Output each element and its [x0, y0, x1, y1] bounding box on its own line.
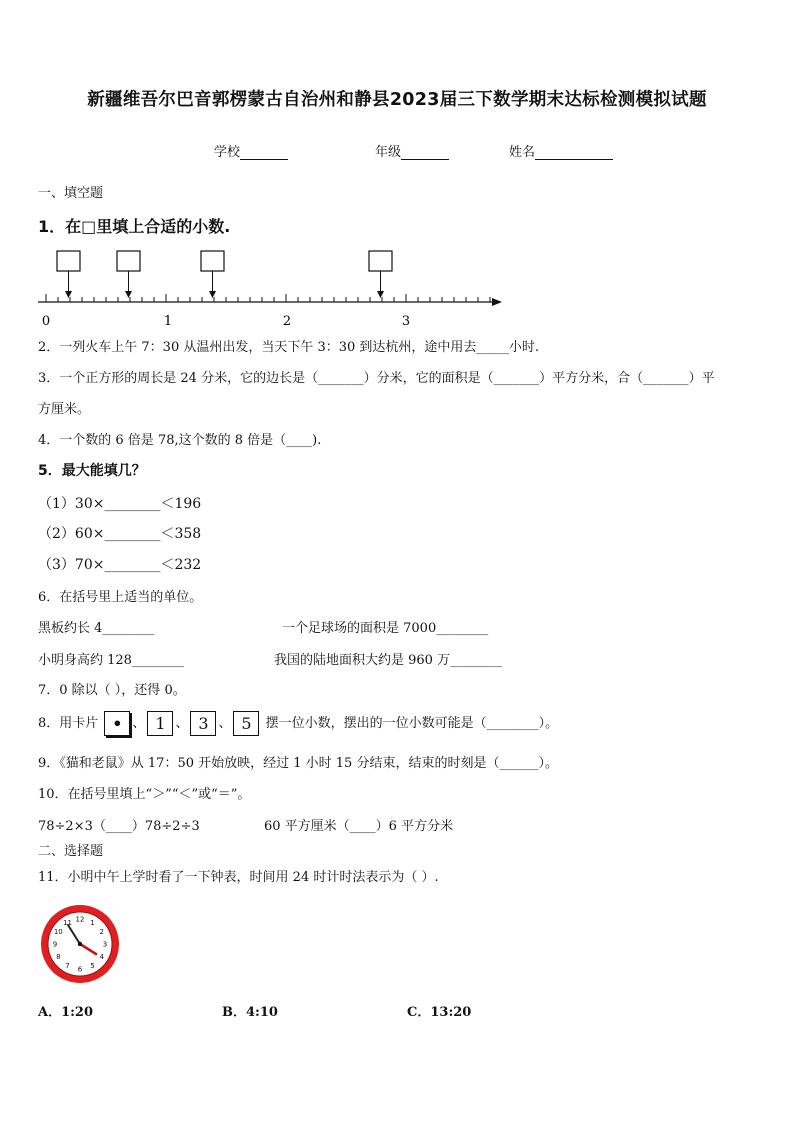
q6-item-d: 我国的陆地面积大约是 960 万________: [274, 653, 503, 668]
school-label: 学校: [214, 145, 241, 160]
card-decimal-point: •: [104, 711, 130, 736]
q5-item-3: （3）70×________＜232: [38, 557, 202, 573]
clock-number: 4: [99, 953, 104, 961]
axis-label-0: 0: [41, 314, 51, 329]
school-field: [214, 141, 288, 160]
name-blank[interactable]: [535, 145, 613, 160]
q1-text: 1．在□里填上合适的小数.: [38, 217, 231, 236]
grade-label: 年级: [375, 145, 402, 160]
section-choice-heading: 二、选择题: [38, 844, 104, 859]
q6-text: 6．在括号里上适当的单位。: [38, 590, 203, 605]
option-c[interactable]: C．13:20: [407, 1005, 472, 1020]
clock-number: 12: [75, 915, 85, 924]
clock-number: 6: [77, 965, 83, 974]
q1-number-line: [30, 248, 510, 330]
clock-number: 11: [63, 918, 72, 927]
arrow-head: [492, 298, 502, 306]
axis-label-2: 2: [282, 314, 292, 329]
school-blank[interactable]: [240, 145, 288, 160]
clock-number: 1: [90, 918, 95, 927]
axis-label-1: 1: [163, 314, 173, 329]
option-b[interactable]: B．4:10: [222, 1005, 278, 1020]
q10-item-b: 60 平方厘米（____）6 平方分米: [264, 819, 454, 834]
q2-text: 2．一列火车上午 7：30 从温州出发，当天下午 3：30 到达杭州，途中用去_____小时.: [38, 340, 540, 355]
clock-number: 10: [53, 928, 63, 936]
q11-text: 11．小明中午上学时看了一下钟表，时间用 24 时计时法表示为（ ）.: [38, 870, 439, 885]
grade-blank[interactable]: [401, 145, 449, 160]
card-3: 3: [190, 711, 216, 736]
name-label: 姓名: [509, 145, 536, 160]
q6-item-b: 一个足球场的面积是 7000________: [282, 621, 489, 636]
card-1: 1: [147, 711, 173, 736]
card-5: 5: [233, 711, 259, 736]
q3-text-line1: 3．一个正方形的周长是 24 分米，它的边长是（_______）分米，它的面积是（_______）平方分米，合（_______）平: [38, 371, 715, 386]
option-a[interactable]: A．1:20: [38, 1005, 94, 1020]
number-line: [38, 251, 502, 329]
axis-label-3: 3: [401, 314, 411, 329]
clock-number: 2: [99, 928, 104, 936]
q8-prefix: 8．用卡片: [38, 716, 99, 731]
q8-suffix: 摆一位小数，摆出的一位小数可能是（________）。: [265, 716, 559, 731]
q4-text: 4．一个数的 6 倍是 78,这个数的 8 倍是（____).: [38, 433, 322, 448]
q5-item-2: （2）60×________＜358: [38, 526, 202, 542]
q7-text: 7．0 除以（ ），还得 0。: [38, 683, 186, 698]
name-field: [509, 141, 613, 160]
answer-box-4[interactable]: [369, 251, 392, 298]
clock-icon: [38, 902, 122, 986]
q9-text: 9．《猫和老鼠》从 17：50 开始放映，经过 1 小时 15 分结束，结束的时刻是（______）。: [38, 756, 558, 771]
answer-box-3[interactable]: [201, 251, 224, 298]
q5-item-1: （1）30×________＜196: [38, 496, 202, 512]
q5-text: 5．最大能填几？: [38, 463, 146, 479]
clock-number: 9: [52, 940, 58, 949]
answer-box-2[interactable]: [117, 251, 140, 298]
clock-number: 5: [90, 962, 95, 971]
clock-number: 3: [102, 940, 108, 949]
q10-text: 10．在括号里填上“＞”“＜”或“＝”。: [38, 787, 251, 802]
answer-box-1[interactable]: [57, 251, 80, 298]
clock-number: 7: [65, 962, 70, 971]
page-title: 新疆维吾尔巴音郭楞蒙古自治州和静县2023届三下数学期末达标检测模拟试题: [87, 90, 707, 110]
tick-marks: [46, 294, 490, 302]
q8-row: 8．用卡片 • 、 1 、 3 、 5 摆一位小数，摆出的一位小数可能是（________）。: [38, 711, 558, 737]
q6-item-a: 黑板约长 4________: [38, 621, 155, 636]
clock-number: 8: [56, 953, 61, 961]
q10-item-a: 78÷2×3（____）78÷2÷3: [38, 819, 200, 834]
grade-field: [375, 141, 449, 160]
section-fill-blank-heading: 一、填空题: [38, 186, 104, 201]
q3-text-line2: 方厘米。: [38, 402, 91, 417]
q6-item-c: 小明身高约 128________: [38, 653, 184, 668]
